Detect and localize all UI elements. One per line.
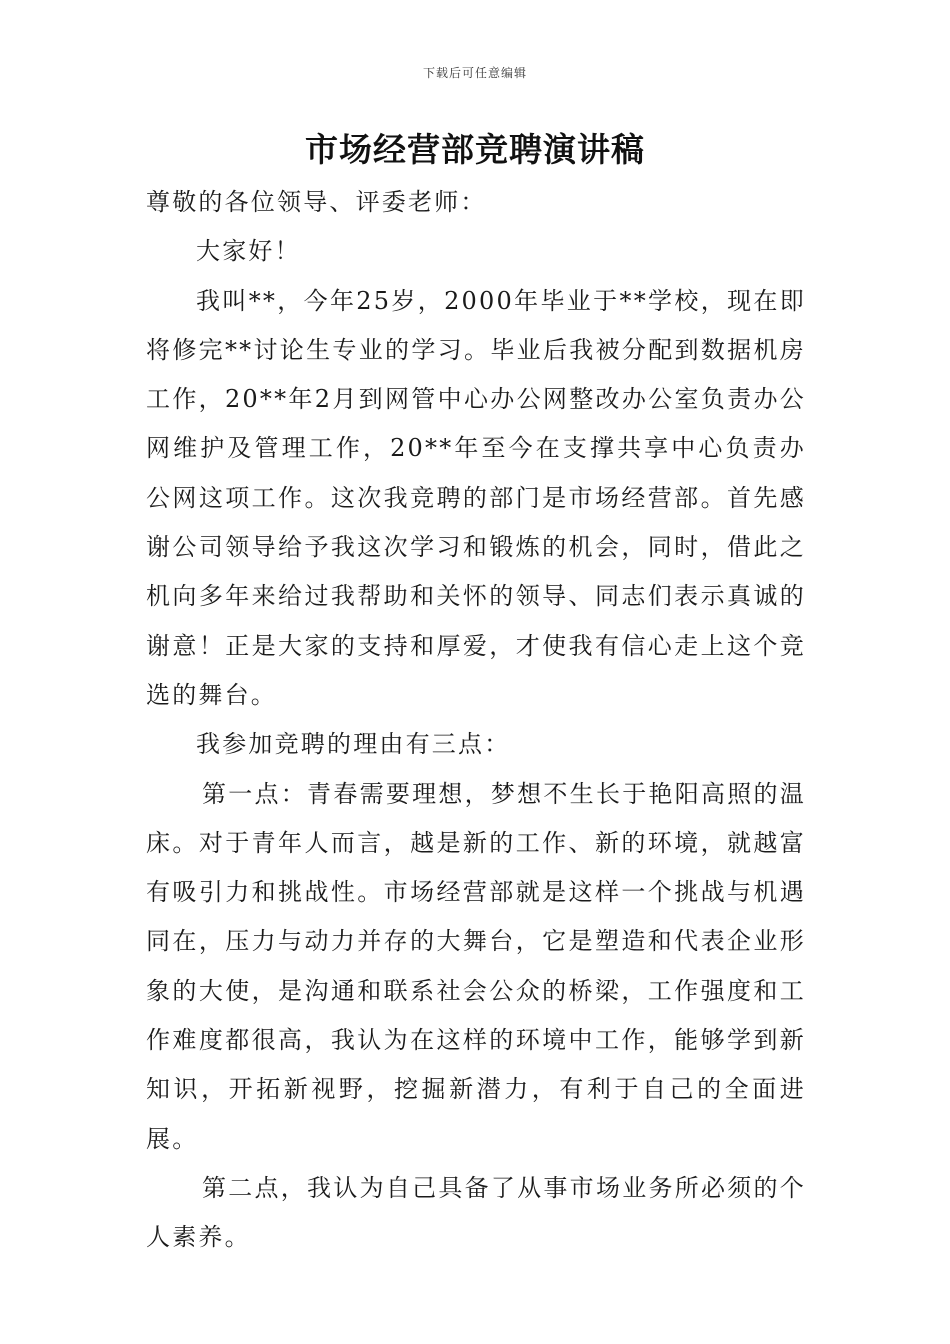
greeting: 大家好！ [196,237,301,266]
reasons-lead: 我参加竞聘的理由有三点： [196,730,511,759]
paragraph-point-one: 第一点：青春需要理想，梦想不生长于艳阳高照的温床。对于青年人而言，越是新的工作、新的环境，就越富有吸引力和挑战性。市场经营部就是这样一个挑战与机遇同在，压力与动力并存的大舞台，它是塑造和代表企业形象的大使，是沟通和联系社会公众的桥梁，工作强度和工作难度都很高，我认为在这样的环境中工作，能够学到新知识，开拓新视野，挖掘新潜力，有利于自己的全面进展。 [146,779,806,1153]
salutation: 尊敬的各位领导、评委老师： [146,188,487,216]
header-note: 下载后可任意编辑 [422,66,527,80]
document-title: 市场经营部竞聘演讲稿 [305,130,645,169]
document-body [146,178,806,1263]
paragraph-point-two: 第二点，我认为自己具备了从事市场业务所必须的个人素养。 [146,1173,806,1252]
paragraph-intro: 我叫**，今年25岁，2000年毕业于**学校，现在即将修完**讨论生专业的学习。毕业后我被分配到数据机房工作，20**年2月到网管中心办公网整改办公室负责办公网维护及管理工作，20**年至今在支撑共享中心负责办公网这项工作。这次我竞聘的部门是市场经营部。首先感谢公司领导给予我这次学习和锻炼的机会，同时，借此之机向多年来给过我帮助和关怀的领导、同志们表示真诚的谢意！正是大家的支持和厚爱，才使我有信心走上这个竞选的舞台。 [146,286,806,709]
